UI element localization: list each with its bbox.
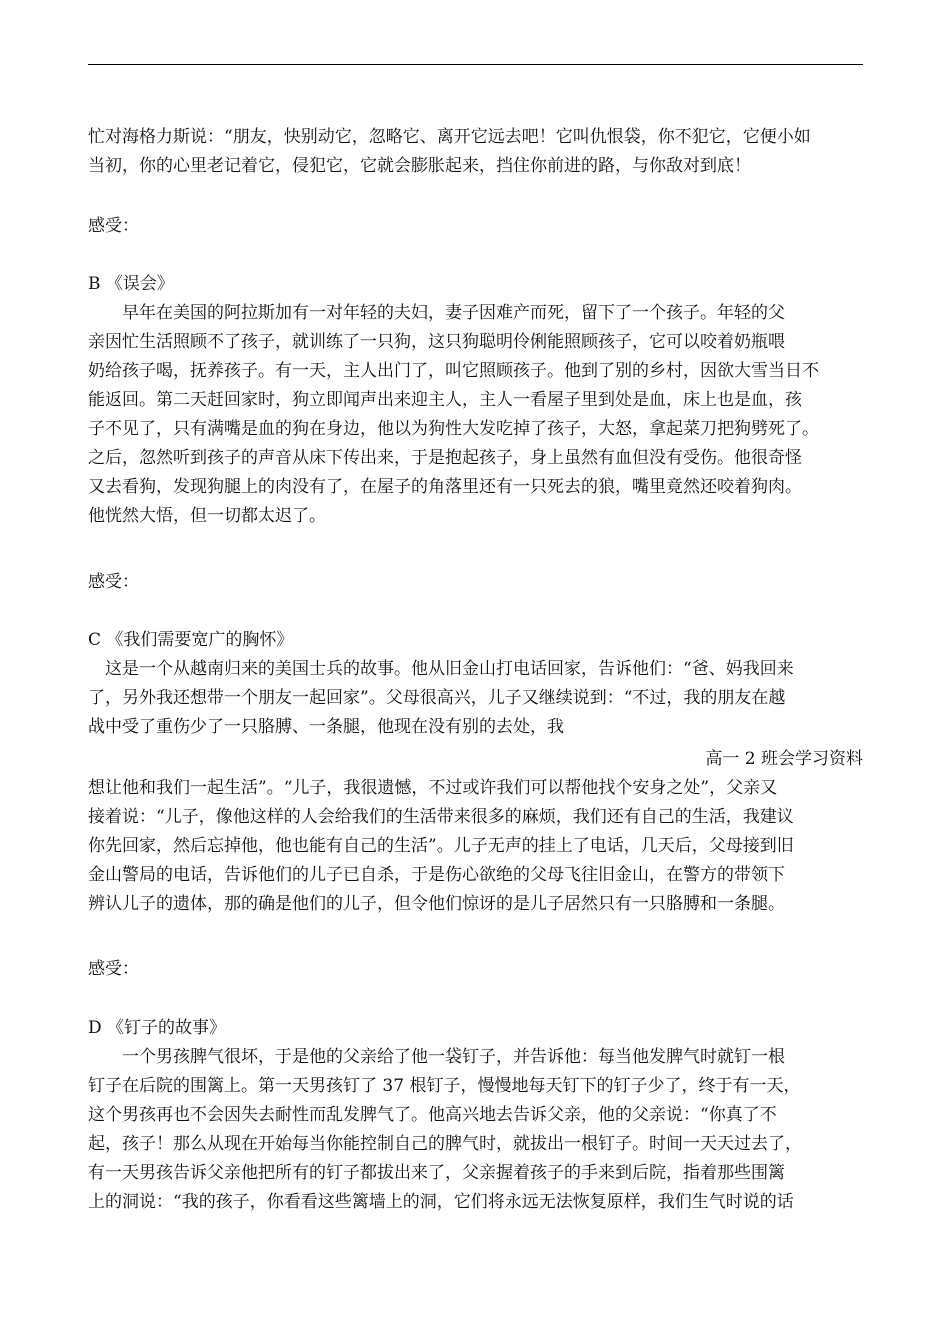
text-line: 他恍然大悟，但一切都太迟了。	[88, 506, 326, 526]
page-footer: 高一 2 班会学习资料	[705, 749, 863, 769]
section-d-heading: D 《钉子的故事》	[88, 1018, 227, 1038]
text-line: 早年在美国的阿拉斯加有一对年轻的夫妇，妻子因难产而死，留下了一个孩子。年轻的父	[88, 303, 785, 323]
text-line: 亲因忙生活照顾不了孩子，就训练了一只狗，这只狗聪明伶俐能照顾孩子，它可以咬着奶瓶喂	[88, 332, 785, 352]
section-b-body	[88, 299, 863, 531]
feeling-label-2: 感受：	[88, 572, 139, 592]
text-line: 能返回。第二天赶回家时，狗立即闻声出来迎主人，主人一看屋子里到处是血，床上也是血，孩	[88, 390, 802, 410]
text-line: 一个男孩脾气很坏，于是他的父亲给了他一袋钉子，并告诉他：每当他发脾气时就钉一根	[88, 1047, 785, 1067]
text-line: 有一天男孩告诉父亲他把所有的钉子都拔出来了，父亲握着孩子的手来到后院，指着那些围篱	[88, 1163, 785, 1183]
text-line: 了，另外我还想带一个朋友一起回家”。父母很高兴，儿子又继续说到：“不过，我的朋友在越	[88, 688, 786, 708]
section-c-heading: C 《我们需要宽广的胸怀》	[88, 630, 294, 650]
text-line: 之后，忽然听到孩子的声音从床下传出来，于是抱起孩子，身上虽然有血但没有受伤。他很奇怪	[88, 448, 802, 468]
feeling-label-3: 感受：	[88, 959, 139, 979]
feeling-label-1: 感受：	[88, 216, 139, 236]
text-line: 辨认儿子的遗体，那的确是他们的儿子，但令他们惊讶的是儿子居然只有一只胳膊和一条腿。	[88, 894, 785, 914]
text-line: 想让他和我们一起生活”。“儿子，我很遗憾，不过或许我们可以帮他找个安身之处”，父亲又	[88, 778, 778, 798]
text-line: 金山警局的电话，告诉他们的儿子已自杀，于是伤心欲绝的父母飞往旧金山，在警方的带领下	[88, 865, 785, 885]
text-line: 战中受了重伤少了一只胳膊、一条腿，他现在没有别的去处，我	[88, 717, 564, 737]
text-line: 接着说：“儿子，像他这样的人会给我们的生活带来很多的麻烦，我们还有自己的生活，我建议	[88, 807, 794, 827]
text-line: 你先回家，然后忘掉他，他也能有自己的生活”。儿子无声的挂上了电话，几天后，父母接到旧	[88, 836, 794, 856]
text-line: 当初，你的心里老记着它，侵犯它，它就会膨胀起来，挡住你前进的路，与你敌对到底！	[88, 156, 751, 176]
text-line: 奶给孩子喝，抚养孩子。有一天，主人出门了，叫它照顾孩子。他到了别的乡村，因欲大雪当日不	[88, 361, 819, 381]
section-c-body-part1	[88, 655, 863, 742]
text-line: 忙对海格力斯说：“朋友，快别动它，忽略它、离开它远去吧！它叫仇恨袋，你不犯它，它便小如	[88, 127, 811, 147]
text-line: 钉子在后院的围篱上。第一天男孩钉了 37 根钉子，慢慢地每天钉下的钉子少了，终于有一天，	[88, 1076, 801, 1096]
section-b-heading: B 《误会》	[88, 274, 174, 294]
intro-paragraph	[88, 123, 863, 181]
text-line: 这个男孩再也不会因失去耐性而乱发脾气了。他高兴地去告诉父亲，他的父亲说：“你真了不	[88, 1105, 777, 1125]
text-line: 子不见了，只有满嘴是血的狗在身边，他以为狗性大发吃掉了孩子，大怒，拿起菜刀把狗劈死了。	[88, 419, 819, 439]
text-line: 又去看狗，发现狗腿上的肉没有了，在屋子的角落里还有一只死去的狼，嘴里竟然还咬着狗肉。	[88, 477, 802, 497]
text-line: 起，孩子！那么从现在开始每当你能控制自己的脾气时，就拔出一根钉子。时间一天天过去了，	[88, 1134, 802, 1154]
text-line: 上的洞说：“我的孩子，你看看这些篱墙上的洞，它们将永远无法恢复原样，我们生气时说的话	[88, 1192, 794, 1212]
header-rule	[88, 64, 863, 65]
text-line: 这是一个从越南归来的美国士兵的故事。他从旧金山打电话回家，告诉他们：“爸、妈我回来	[88, 659, 794, 679]
section-c-body-part2	[88, 774, 863, 919]
section-d-body	[88, 1043, 863, 1217]
